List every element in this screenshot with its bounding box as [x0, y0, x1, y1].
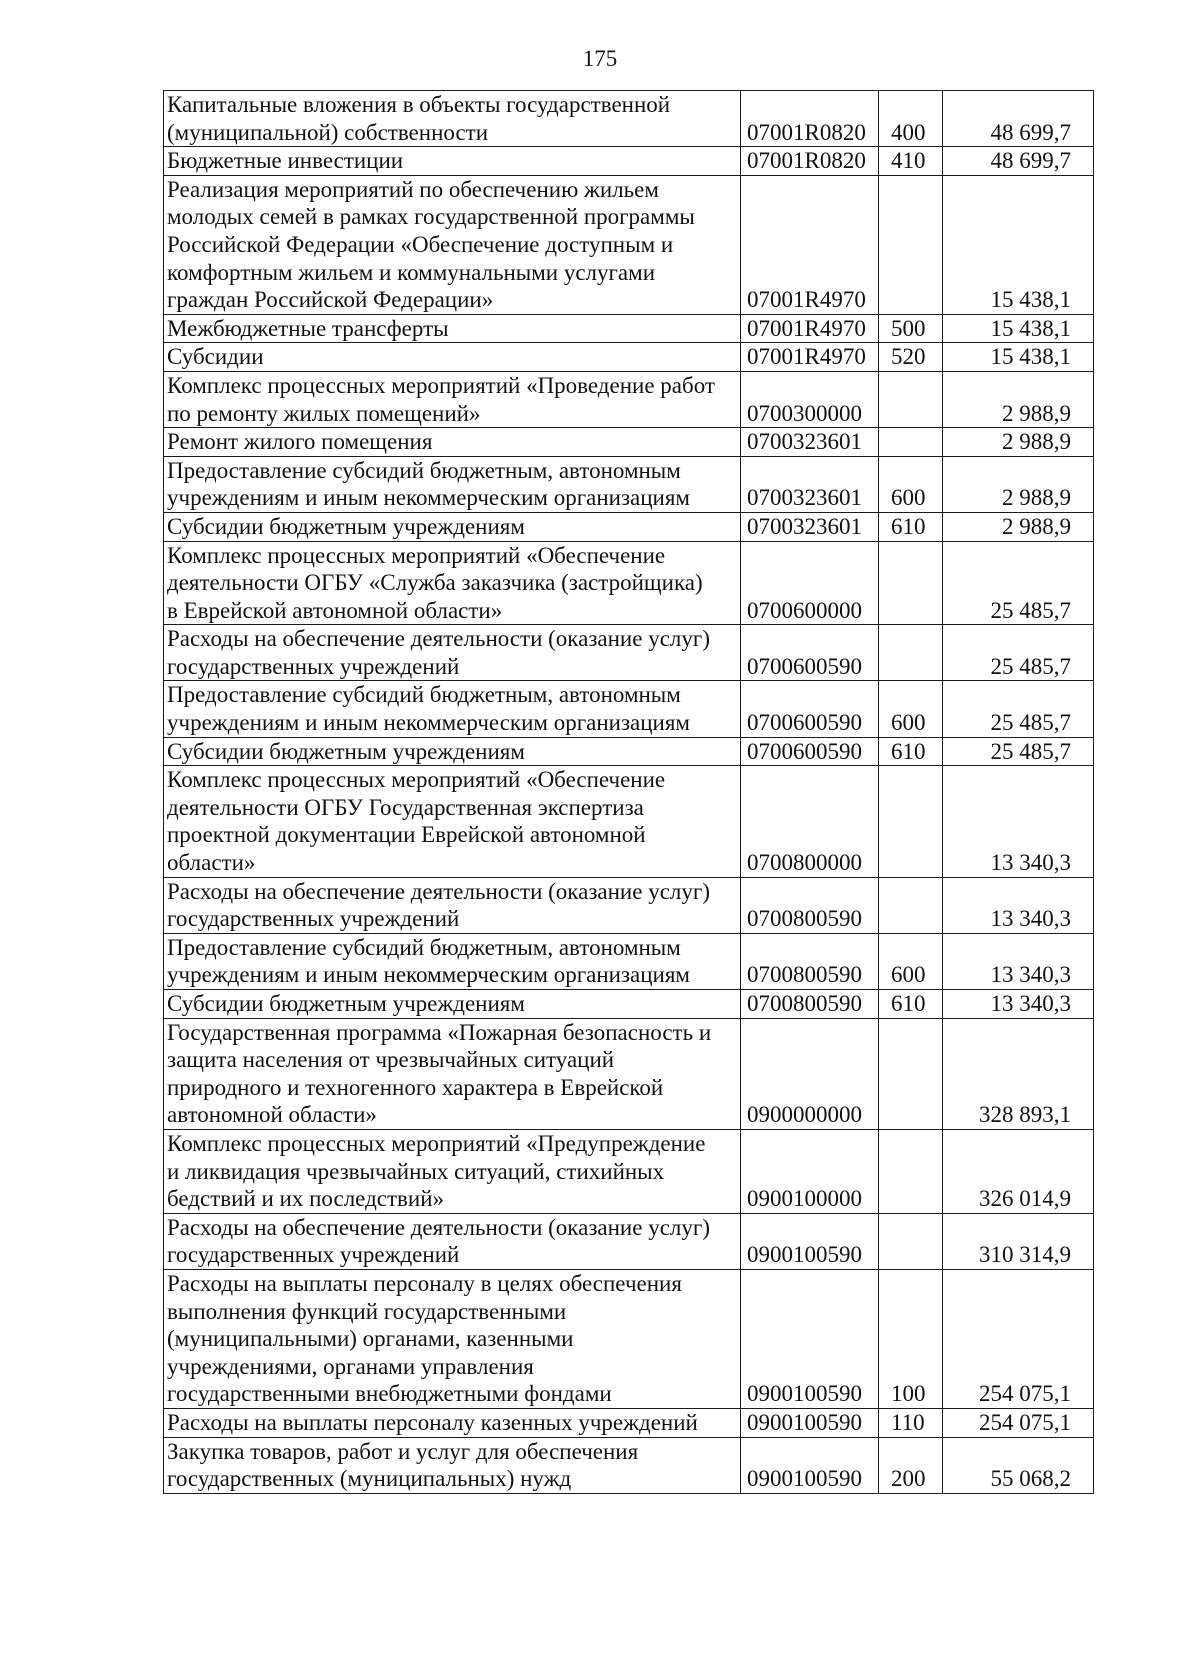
- row-expense-type: [879, 175, 943, 314]
- row-expense-type: 610: [879, 512, 943, 541]
- row-amount: 13 340,3: [943, 933, 1094, 989]
- table-row: [164, 681, 1094, 737]
- table-row: [164, 1269, 1094, 1408]
- row-name: Реализация мероприятий по обеспечению жильем молодых семей в рамках государственной программы Российской Федерации «Обеспечение доступным и комфортным жильем и коммунальными услугами граждан Российской Федерации»: [164, 175, 741, 314]
- row-amount: 25 485,7: [943, 737, 1094, 766]
- row-amount: 2 988,9: [943, 456, 1094, 512]
- row-expense-type: [879, 371, 943, 427]
- row-target-code: 0700600590: [741, 625, 879, 681]
- row-target-code: 0900100590: [741, 1408, 879, 1437]
- table-row: [164, 512, 1094, 541]
- table-row: [164, 1437, 1094, 1493]
- row-name: Расходы на обеспечение деятельности (оказание услуг) государственных учреждений: [164, 1213, 741, 1269]
- row-expense-type: 610: [879, 737, 943, 766]
- row-name: Комплекс процессных мероприятий «Проведение работ по ремонту жилых помещений»: [164, 371, 741, 427]
- row-amount: 48 699,7: [943, 147, 1094, 176]
- table-row: [164, 371, 1094, 427]
- row-target-code: 07001R4970: [741, 314, 879, 343]
- row-target-code: 0900100590: [741, 1269, 879, 1408]
- row-target-code: 0900100000: [741, 1129, 879, 1213]
- table-row: [164, 314, 1094, 343]
- row-target-code: 0900100590: [741, 1437, 879, 1493]
- row-name: Комплекс процессных мероприятий «Обеспечение деятельности ОГБУ Государственная экспертиза проектной документации Еврейской автономной области»: [164, 766, 741, 877]
- budget-table: [163, 90, 1094, 1494]
- table-row: [164, 1213, 1094, 1269]
- row-name: Субсидии бюджетным учреждениям: [164, 990, 741, 1019]
- row-expense-type: 600: [879, 456, 943, 512]
- row-name: Комплекс процессных мероприятий «Предупреждение и ликвидация чрезвычайных ситуаций, стихийных бедствий и их последствий»: [164, 1129, 741, 1213]
- row-amount: 15 438,1: [943, 175, 1094, 314]
- row-target-code: 0700323601: [741, 456, 879, 512]
- row-amount: 15 438,1: [943, 343, 1094, 372]
- row-amount: 13 340,3: [943, 877, 1094, 933]
- row-expense-type: [879, 1129, 943, 1213]
- row-name: Субсидии: [164, 343, 741, 372]
- row-name: Предоставление субсидий бюджетным, автономным учреждениям и иным некоммерческим организациям: [164, 456, 741, 512]
- row-expense-type: [879, 428, 943, 457]
- row-target-code: 0700323601: [741, 428, 879, 457]
- row-name: Расходы на обеспечение деятельности (оказание услуг) государственных учреждений: [164, 625, 741, 681]
- row-amount: 13 340,3: [943, 990, 1094, 1019]
- page-number: 175: [582, 46, 618, 71]
- row-target-code: 07001R4970: [741, 343, 879, 372]
- row-name: Субсидии бюджетным учреждениям: [164, 512, 741, 541]
- row-target-code: 0700600590: [741, 681, 879, 737]
- row-amount: 2 988,9: [943, 512, 1094, 541]
- row-name: Капитальные вложения в объекты государственной (муниципальной) собственности: [164, 91, 741, 147]
- row-name: Закупка товаров, работ и услуг для обеспечения государственных (муниципальных) нужд: [164, 1437, 741, 1493]
- row-expense-type: [879, 1213, 943, 1269]
- table-row: [164, 456, 1094, 512]
- row-expense-type: 200: [879, 1437, 943, 1493]
- row-target-code: 0700300000: [741, 371, 879, 427]
- row-target-code: 07001R4970: [741, 175, 879, 314]
- row-expense-type: 500: [879, 314, 943, 343]
- row-amount: 25 485,7: [943, 681, 1094, 737]
- table-row: [164, 91, 1094, 147]
- table-row: [164, 737, 1094, 766]
- row-name: Государственная программа «Пожарная безопасность и защита населения от чрезвычайных ситуаций природного и техногенного характера в Еврейской автономной области»: [164, 1018, 741, 1129]
- row-expense-type: 610: [879, 990, 943, 1019]
- row-amount: 48 699,7: [943, 91, 1094, 147]
- row-amount: 2 988,9: [943, 371, 1094, 427]
- row-name: Ремонт жилого помещения: [164, 428, 741, 457]
- table-row: [164, 990, 1094, 1019]
- row-name: Бюджетные инвестиции: [164, 147, 741, 176]
- row-target-code: 0700600590: [741, 737, 879, 766]
- table-row: [164, 147, 1094, 176]
- row-amount: 254 075,1: [943, 1269, 1094, 1408]
- row-amount: 13 340,3: [943, 766, 1094, 877]
- row-expense-type: 600: [879, 681, 943, 737]
- table-row: [164, 933, 1094, 989]
- row-target-code: 0700800000: [741, 766, 879, 877]
- table-row: [164, 428, 1094, 457]
- table-row: [164, 877, 1094, 933]
- row-target-code: 0900100590: [741, 1213, 879, 1269]
- row-target-code: 0700800590: [741, 990, 879, 1019]
- row-name: Комплекс процессных мероприятий «Обеспечение деятельности ОГБУ «Служба заказчика (застройщика) в Еврейской автономной области»: [164, 541, 741, 625]
- row-amount: 25 485,7: [943, 625, 1094, 681]
- row-expense-type: 520: [879, 343, 943, 372]
- row-target-code: 0900000000: [741, 1018, 879, 1129]
- row-amount: 328 893,1: [943, 1018, 1094, 1129]
- row-amount: 15 438,1: [943, 314, 1094, 343]
- row-target-code: 07001R0820: [741, 91, 879, 147]
- budget-table-body: [164, 91, 1094, 1494]
- row-expense-type: 410: [879, 147, 943, 176]
- table-row: [164, 1018, 1094, 1129]
- row-name: Расходы на выплаты персоналу казенных учреждений: [164, 1408, 741, 1437]
- table-row: [164, 343, 1094, 372]
- table-row: [164, 541, 1094, 625]
- row-expense-type: [879, 541, 943, 625]
- table-row: [164, 766, 1094, 877]
- row-amount: 2 988,9: [943, 428, 1094, 457]
- row-expense-type: 110: [879, 1408, 943, 1437]
- row-target-code: 0700800590: [741, 877, 879, 933]
- row-target-code: 0700600000: [741, 541, 879, 625]
- row-expense-type: [879, 766, 943, 877]
- row-name: Предоставление субсидий бюджетным, автономным учреждениям и иным некоммерческим организациям: [164, 933, 741, 989]
- row-name: Расходы на обеспечение деятельности (оказание услуг) государственных учреждений: [164, 877, 741, 933]
- row-amount: 55 068,2: [943, 1437, 1094, 1493]
- table-row: [164, 1129, 1094, 1213]
- row-expense-type: 100: [879, 1269, 943, 1408]
- table-row: [164, 625, 1094, 681]
- row-amount: 310 314,9: [943, 1213, 1094, 1269]
- row-expense-type: [879, 1018, 943, 1129]
- table-row: [164, 175, 1094, 314]
- row-expense-type: [879, 625, 943, 681]
- row-amount: 25 485,7: [943, 541, 1094, 625]
- row-amount: 254 075,1: [943, 1408, 1094, 1437]
- row-name: Расходы на выплаты персоналу в целях обеспечения выполнения функций государственными (муниципальными) органами, казенными учреждениями, органами управления государственными внебюджетными фондами: [164, 1269, 741, 1408]
- row-expense-type: 600: [879, 933, 943, 989]
- row-target-code: 0700323601: [741, 512, 879, 541]
- row-name: Межбюджетные трансферты: [164, 314, 741, 343]
- row-expense-type: [879, 877, 943, 933]
- row-amount: 326 014,9: [943, 1129, 1094, 1213]
- row-name: Предоставление субсидий бюджетным, автономным учреждениям и иным некоммерческим организациям: [164, 681, 741, 737]
- table-row: [164, 1408, 1094, 1437]
- row-name: Субсидии бюджетным учреждениям: [164, 737, 741, 766]
- row-target-code: 0700800590: [741, 933, 879, 989]
- row-target-code: 07001R0820: [741, 147, 879, 176]
- row-expense-type: 400: [879, 91, 943, 147]
